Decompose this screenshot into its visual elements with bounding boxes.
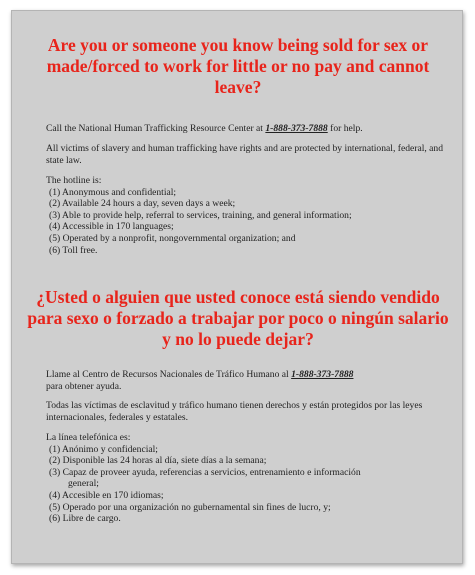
spanish-headline: ¿Usted o alguien que usted conoce está siendo vendido para sexo o forzado a trabajar por poco o ningún salario y no lo puede dejar? bbox=[27, 287, 449, 349]
list-item: (6) Libre de cargo. bbox=[49, 513, 121, 525]
list-item: (6) Toll free. bbox=[49, 244, 98, 256]
english-hotline-block bbox=[46, 175, 446, 256]
spanish-hotline-list bbox=[46, 444, 446, 525]
list-item: (2) Available 24 hours a day, seven days a week; bbox=[49, 198, 236, 210]
spanish-call-suffix: para obtener ayuda. bbox=[46, 380, 122, 392]
list-item: (2) Disponible las 24 horas al día, siete días a la semana; bbox=[49, 455, 267, 467]
list-item: (4) Accesible en 170 idiomas; bbox=[49, 489, 164, 501]
list-item: (5) Operado por una organización no gubernamental sin fines de lucro, y; bbox=[49, 501, 331, 513]
english-call-suffix: for help. bbox=[327, 123, 363, 134]
english-headline: Are you or someone you know being sold for sex or made/forced to work for little or no pay and cannot leave? bbox=[46, 35, 430, 97]
spanish-call-text bbox=[46, 369, 446, 392]
spanish-hotline-phone[interactable]: 1-888-373-7888 bbox=[291, 369, 354, 380]
list-item: (1) Anonymous and confidential; bbox=[49, 186, 177, 198]
english-call-text bbox=[46, 123, 446, 135]
english-hotline-intro: The hotline is: bbox=[46, 175, 102, 186]
list-item: (1) Anónimo y confidencial; bbox=[49, 443, 158, 455]
english-call-prefix: Call the National Human Trafficking Resource Center at bbox=[46, 123, 266, 134]
list-item bbox=[46, 478, 446, 490]
list-item: (3) Able to provide help, referral to services, training, and general information; bbox=[49, 209, 352, 221]
spanish-call-prefix: Llame al Centro de Recursos Nacionales de Tráfico Humano al bbox=[46, 369, 292, 380]
trafficking-notice-poster bbox=[11, 10, 463, 564]
spanish-hotline-block bbox=[46, 432, 446, 525]
english-hotline-list bbox=[46, 187, 446, 257]
spanish-hotline-intro: La línea telefónica es: bbox=[46, 432, 131, 443]
list-item-continuation: general; bbox=[68, 478, 99, 490]
list-item: (5) Operated by a nonprofit, nongovernmental organization; and bbox=[49, 232, 296, 244]
spanish-rights-text: Todas las víctimas de esclavitud y tráfico humano tienen derechos y están protegidos por las leyes internacionales, federales y estatales. bbox=[46, 400, 423, 423]
list-item: (4) Accessible in 170 languages; bbox=[49, 221, 174, 233]
english-rights-text: All victims of slavery and human trafficking have rights and are protected by international, federal, and state law. bbox=[46, 143, 444, 166]
list-item: (3) Capaz de proveer ayuda, referencias a servicios, entrenamiento e información bbox=[49, 466, 361, 478]
english-hotline-phone[interactable]: 1-888-373-7888 bbox=[265, 123, 328, 134]
